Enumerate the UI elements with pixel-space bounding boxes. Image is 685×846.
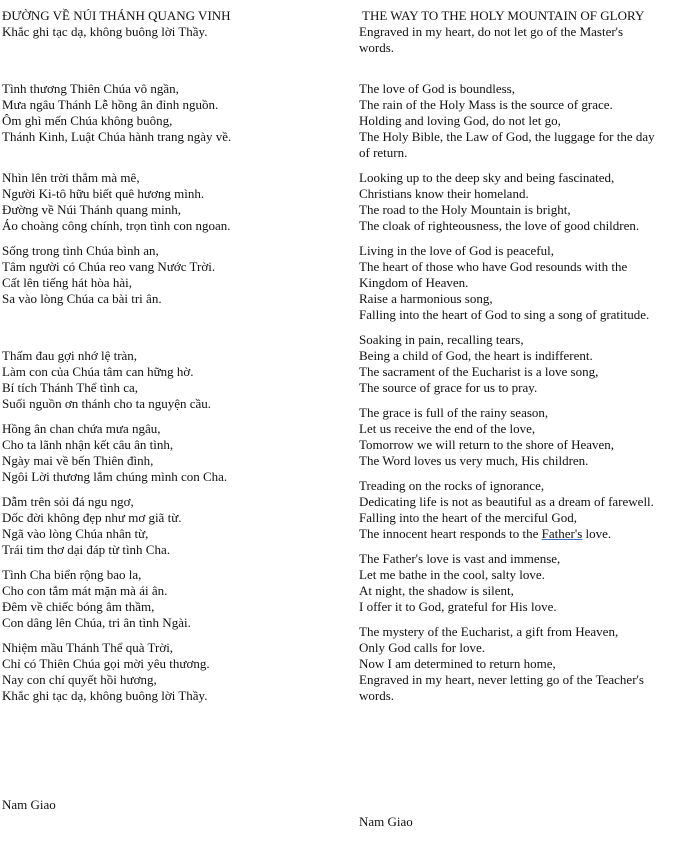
poem-line: Nhiệm mầu Thánh Thể quà Trời, <box>2 640 174 655</box>
poem-line: Christians know their homeland. <box>359 186 529 201</box>
poem-line: Suối nguồn ơn thánh cho ta nguyện cầu. <box>2 396 212 411</box>
vietnamese-title: ĐƯỜNG VỀ NÚI THÁNH QUANG VINH <box>2 8 231 23</box>
poem-line: Cho con tắm mát mặn mà ái ân. <box>2 583 168 598</box>
poem-line: The cloak of righteousness, the love of good children. <box>359 218 640 233</box>
poem-line: Con dâng lên Chúa, tri ân tình Ngài. <box>2 615 191 630</box>
poem-line: Now I am determined to return home, <box>359 656 556 671</box>
poem-line: Chỉ có Thiên Chúa gọi mời yêu thương. <box>2 656 210 671</box>
poem-line: Trái tim thơ dại đáp từ tình Cha. <box>2 542 170 557</box>
poem-line: At night, the shadow is silent, <box>359 583 514 598</box>
poem-line: Falling into the heart of the merciful God, <box>359 510 578 525</box>
poem-line: The source of grace for us to pray. <box>359 380 538 395</box>
english-stanzas <box>359 81 681 704</box>
poem-line: Nhìn lên trời thẳm mà mê, <box>2 170 140 185</box>
poem-line: words. <box>359 688 395 703</box>
poem-line: Làm con của Chúa tâm can hững hờ. <box>2 364 194 379</box>
poem-line: Falling into the heart of God to sing a song of gratitude. <box>359 307 650 322</box>
english-subtitle-line: words. <box>359 40 395 55</box>
poem-line: The mystery of the Eucharist, a gift from Heaven, <box>359 624 619 639</box>
poem-line: The Word loves us very much, His children. <box>359 453 589 468</box>
poem-line: Thánh Kinh, Luật Chúa hành trang ngày về. <box>2 129 232 144</box>
stanza <box>359 405 681 469</box>
poem-line: Treading on the rocks of ignorance, <box>359 478 545 493</box>
poem-line: of return. <box>359 145 408 160</box>
poem-line: Raise a harmonious song, <box>359 291 493 306</box>
poem-line: Hồng ân chan chứa mưa ngâu, <box>2 421 161 436</box>
poem-line: Bí tích Thánh Thể tình ca, <box>2 380 138 395</box>
poem-line: Cho ta lãnh nhận kết câu ân tình, <box>2 437 174 452</box>
poem-line: Dedicating life is not as beautiful as a dream of farewell. <box>359 494 654 509</box>
poem-line: Tình Cha biển rộng bao la, <box>2 567 142 582</box>
poem-line: Looking up to the deep sky and being fascinated, <box>359 170 615 185</box>
poem-line: Let me bathe in the cool, salty love. <box>359 567 545 582</box>
poem-line: Engraved in my heart, never letting go of the Teacher's <box>359 672 644 687</box>
poem-line: Only God calls for love. <box>359 640 486 655</box>
poem-line: The sacrament of the Eucharist is a love song, <box>359 364 599 379</box>
poem-line: Tình thương Thiên Chúa vô ngần, <box>2 81 179 96</box>
poem-line: Tâm người có Chúa reo vang Nước Trời. <box>2 259 216 274</box>
stanza <box>359 170 681 234</box>
poem-line: Kingdom of Heaven. <box>359 275 469 290</box>
english-author: Nam Giao <box>359 814 413 829</box>
stanza <box>2 81 342 145</box>
poem-line: Ôm ghì mến Chúa không buông, <box>2 113 173 128</box>
vietnamese-subtitle: Khắc ghi tạc dạ, không buông lời Thầy. <box>2 24 208 39</box>
poem-line: The road to the Holy Mountain is bright, <box>359 202 571 217</box>
poem-line: Cất lên tiếng hát hòa hài, <box>2 275 132 290</box>
poem-line: The grace is full of the rainy season, <box>359 405 549 420</box>
vietnamese-poem <box>2 8 342 704</box>
stanza <box>2 567 342 631</box>
poem-line: Let us receive the end of the love, <box>359 421 536 436</box>
poem-line: The innocent heart responds to the Father's love. <box>359 526 612 541</box>
stanza <box>359 243 681 323</box>
stanza <box>359 551 681 615</box>
poem-line: Đường về Núi Thánh quang minh, <box>2 202 182 217</box>
english-poem <box>359 8 681 704</box>
english-subtitle-line: Engraved in my heart, do not let go of the Master's <box>359 24 624 39</box>
stanza <box>359 81 681 161</box>
poem-line: Khắc ghi tạc dạ, không buông lời Thầy. <box>2 688 208 703</box>
stanza <box>359 624 681 704</box>
stanza <box>2 421 342 485</box>
stanza <box>2 243 342 307</box>
poem-line: I offer it to God, grateful for His love. <box>359 599 557 614</box>
poem-line: Sống trong tình Chúa bình an, <box>2 243 159 258</box>
poem-line: Tomorrow we will return to the shore of Heaven, <box>359 437 615 452</box>
poem-line: The heart of those who have God resounds with the <box>359 259 628 274</box>
poem-line: Thấm đau gợi nhớ lệ tràn, <box>2 348 138 363</box>
poem-line: Being a child of God, the heart is indifferent. <box>359 348 593 363</box>
poem-line: Sa vào lòng Chúa ca bài tri ân. <box>2 291 162 306</box>
stanza <box>2 640 342 704</box>
poem-line: The Holy Bible, the Law of God, the luggage for the day <box>359 129 655 144</box>
poem-line: Soaking in pain, recalling tears, <box>359 332 524 347</box>
stanza <box>359 478 681 542</box>
poem-line: Living in the love of God is peaceful, <box>359 243 554 258</box>
poem-line: The Father's love is vast and immense, <box>359 551 561 566</box>
vietnamese-author: Nam Giao <box>2 797 56 812</box>
english-title: THE WAY TO THE HOLY MOUNTAIN OF GLORY <box>362 8 645 23</box>
poem-line: Nay con chí quyết hồi hương, <box>2 672 157 687</box>
stanza <box>2 170 342 234</box>
poem-line: Ngôi Lời thương lắm chúng mình con Cha. <box>2 469 228 484</box>
poem-line: Holding and loving God, do not let go, <box>359 113 561 128</box>
poem-line: Dốc đời không đẹp như mơ giã từ. <box>2 510 182 525</box>
poem-line: Mưa ngâu Thánh Lễ hồng ân đỉnh nguồn. <box>2 97 219 112</box>
poem-line: Ngày mai về bến Thiên đình, <box>2 453 154 468</box>
poem-line: Áo choàng công chính, trọn tình con ngoan. <box>2 218 231 233</box>
stanza <box>359 332 681 396</box>
poem-line: Người Ki-tô hữu biết quê hương mình. <box>2 186 205 201</box>
stanza <box>2 494 342 558</box>
spellcheck-underline: Father's <box>541 526 583 541</box>
stanza <box>2 348 342 412</box>
vietnamese-stanzas <box>2 81 342 704</box>
poem-line: Dẫm trên sỏi đá ngu ngơ, <box>2 494 134 509</box>
poem-line: The rain of the Holy Mass is the source of grace. <box>359 97 613 112</box>
poem-line: Đêm về chiếc bóng âm thầm, <box>2 599 155 614</box>
poem-line: Ngã vào lòng Chúa nhân từ, <box>2 526 149 541</box>
poem-line: The love of God is boundless, <box>359 81 515 96</box>
